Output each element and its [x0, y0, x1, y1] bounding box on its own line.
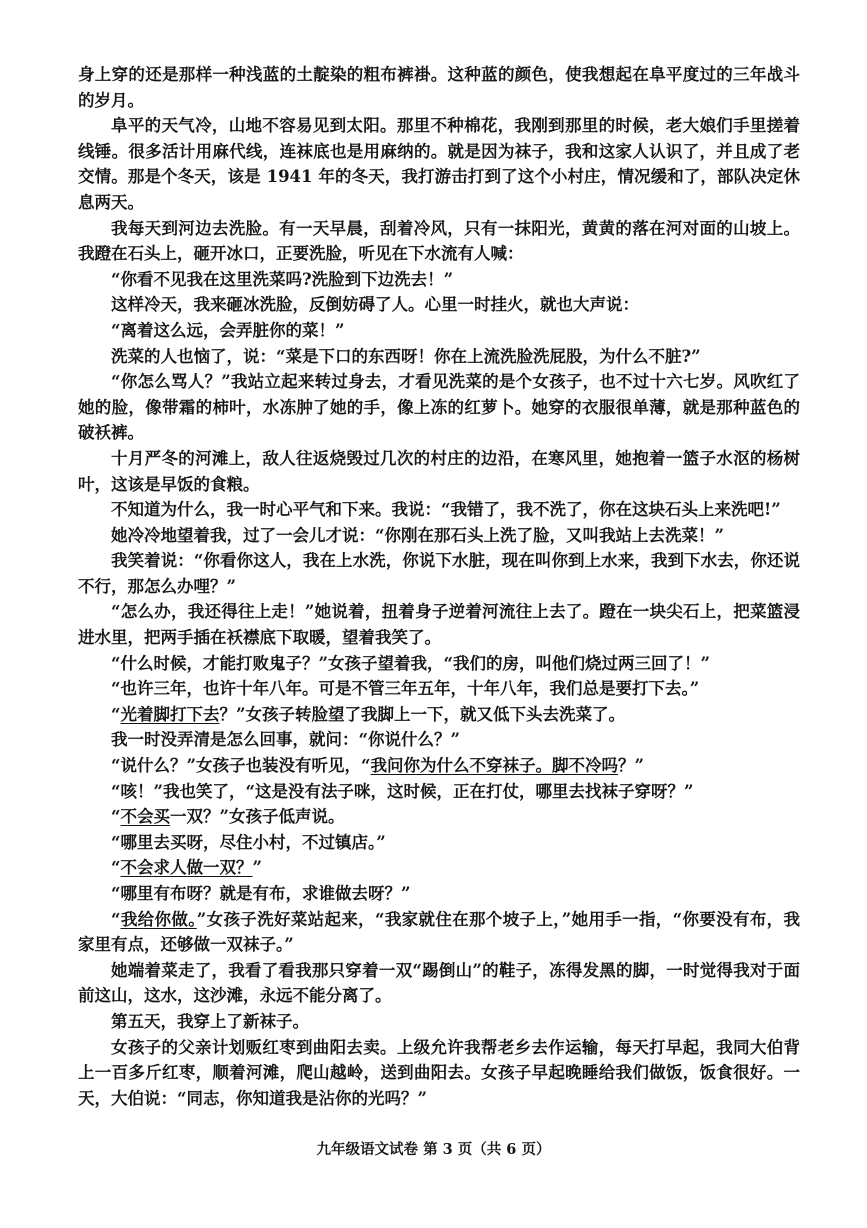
- text-segment: 她冷冷地望着我，过了一会儿才说：“你刚在那石头上洗了脸，又叫我站上去洗菜！”: [111, 525, 724, 545]
- paragraph: [78, 1035, 800, 1112]
- paragraph: [78, 855, 800, 881]
- text-segment: “哪里去买呀，尽住小村，不过镇店。”: [111, 832, 386, 852]
- text-segment: “你看不见我在这里洗菜吗?洗脸到下边洗去！”: [111, 269, 454, 289]
- text-segment: 阜平的天气冷，山地不容易见到太阳。那里不种棉花，我刚到那里的时候，老大娘们手里搓着线锤。很多活计用麻代线，连袜底也是用麻纳的。就是因为袜子，我和这家人认识了，并且成了老交情。那是个冬天，该是 1941 年的冬天，我打游击打到了这个小村庄，情况缓和了，部队决定休息两天。: [78, 116, 800, 212]
- text-segment: “哪里有布呀？就是有布，求谁做去呀？”: [111, 884, 411, 903]
- text-segment: 不知道为什么，我一时心平气和下来。我说：“我错了，我不洗了，你在这块石头上来洗吧!”: [111, 500, 781, 520]
- paragraph: [78, 497, 800, 523]
- paragraph: [78, 702, 800, 728]
- text-segment: “离着这么远，会弄脏你的菜！”: [111, 320, 345, 340]
- text-segment: “什么时候，才能打败鬼子？”女孩子望着我，“我们的房，叫他们烧过两三回了！”: [111, 653, 710, 673]
- paragraph: [78, 318, 800, 344]
- paragraph: [78, 523, 800, 549]
- text-segment: “咳！”我也笑了，“这是没有法子咪，这时候，正在打仗，哪里去找袜子穿呀？”: [111, 781, 694, 801]
- text-segment: ”女孩子洗好菜站起来，“我家就住在那个坡子上，”她用手一指，“你要没有布，我家里有点，还够做一双袜子。”: [78, 909, 800, 955]
- document-body: [78, 62, 800, 1111]
- paragraph: [78, 651, 800, 677]
- paragraph: [78, 753, 800, 779]
- underlined-phrase: 我给你做。: [120, 909, 197, 929]
- text-segment: “说什么？”女孩子也装没有听见，“: [111, 756, 371, 776]
- paragraph: [78, 804, 800, 830]
- underlined-phrase: 不会买: [120, 807, 170, 827]
- underlined-phrase: 光着脚打下去: [120, 704, 220, 724]
- text-segment: “: [111, 704, 121, 724]
- text-segment: ？”女孩子转脸望了我脚上一下，就又低下头去洗菜了。: [219, 704, 625, 724]
- underlined-phrase: 我问你为什么不穿袜子。脚不冷吗: [370, 756, 618, 776]
- text-segment: “也许三年，也许十年八年。可是不管三年五年，十年八年，我们总是要打下去。”: [111, 679, 700, 699]
- text-segment: ”: [252, 858, 262, 878]
- paragraph: [78, 267, 800, 293]
- text-segment: 我每天到河边去洗脸。有一天早晨，刮着冷风，只有一抹阳光，黄黄的落在河对面的山坡上。我蹬在石头上，砸开冰口，正要洗脸，听见在下水流有人喊：: [78, 218, 800, 264]
- text-segment: 第五天，我穿上了新袜子。: [111, 1011, 309, 1031]
- text-segment: 十月严冬的河滩上，敌人往返烧毁过几次的村庄的边沿，在寒风里，她抱着一篮子水沤的杨树叶，这该是早饭的食粮。: [78, 448, 800, 494]
- text-segment: “怎么办，我还得往上走！”她说着，扭着身子逆着河流往上去了。蹬在一块尖石上，把菜篮浸进水里，把两手插在袄襟底下取暖，望着我笑了。: [78, 602, 800, 648]
- page-footer: 九年级语文试卷 第 3 页（共 6 页）: [316, 1141, 551, 1158]
- paragraph: [78, 907, 800, 958]
- text-segment: 这样冷天，我来砸冰洗脸，反倒妨碍了人。心里一时挂火，就也大声说：: [111, 295, 639, 315]
- paragraph: [78, 1009, 800, 1035]
- paragraph: [78, 548, 800, 599]
- underlined-phrase: 不会求人做一双？: [120, 858, 253, 878]
- text-segment: “: [111, 807, 121, 827]
- text-segment: “: [111, 909, 121, 929]
- paragraph: [78, 113, 800, 215]
- paragraph: [78, 216, 800, 267]
- text-segment: 身上穿的还是那样一种浅蓝的土靛染的粗布裤褂。这种蓝的颜色，使我想起在阜平度过的三年战斗的岁月。: [78, 65, 800, 110]
- paragraph: [78, 599, 800, 650]
- paragraph: [78, 881, 800, 907]
- text-segment: 她端着菜走了，我看了看我那只穿着一双“踢倒山”的鞋子，冻得发黑的脚，一时觉得我对于面前这山，这水，这沙滩，永远不能分离了。: [78, 960, 800, 1006]
- paragraph: [78, 830, 800, 856]
- paragraph: [78, 62, 800, 113]
- paragraph: [78, 676, 800, 702]
- paragraph: [78, 958, 800, 1009]
- text-segment: “你怎么骂人？”我站立起来转过身去，才看见洗菜的是个女孩子，也不过十六七岁。风吹红了她的脸，像带霜的柿叶，水冻肿了她的手，像上冻的红萝卜。她穿的衣服很单薄，就是那种蓝色的破袄裤。: [78, 372, 800, 443]
- paragraph: [78, 727, 800, 753]
- text-segment: 我笑着说：“你看你这人，我在上水洗，你说下水脏，现在叫你到上水来，我到下水去，你还说不行，那怎么办哩？”: [78, 551, 800, 596]
- paragraph: [78, 779, 800, 805]
- text-segment: 我一时没弄清是怎么回事，就问：“你说什么？”: [111, 730, 460, 750]
- paragraph: [78, 446, 800, 497]
- paragraph: [78, 344, 800, 370]
- text-segment: “: [111, 858, 121, 878]
- text-segment: 一双？”女孩子低声说。: [170, 807, 345, 827]
- text-segment: 女孩子的父亲计划贩红枣到曲阳去卖。上级允许我帮老乡去作运输，每天打早起，我同大伯背上一百多斤红枣，顺着河滩，爬山越岭，送到曲阳去。女孩子早起晚睡给我们做饭，饭食很好。一天，大伯说：“同志，你知道我是沾你的光吗？”: [78, 1037, 800, 1108]
- text-segment: 洗菜的人也恼了，说：“菜是下口的东西呀！你在上流洗脸洗屁股，为什么不脏?”: [111, 346, 701, 366]
- paragraph: [78, 369, 800, 446]
- paragraph: [78, 292, 800, 318]
- text-segment: ？”: [617, 756, 644, 776]
